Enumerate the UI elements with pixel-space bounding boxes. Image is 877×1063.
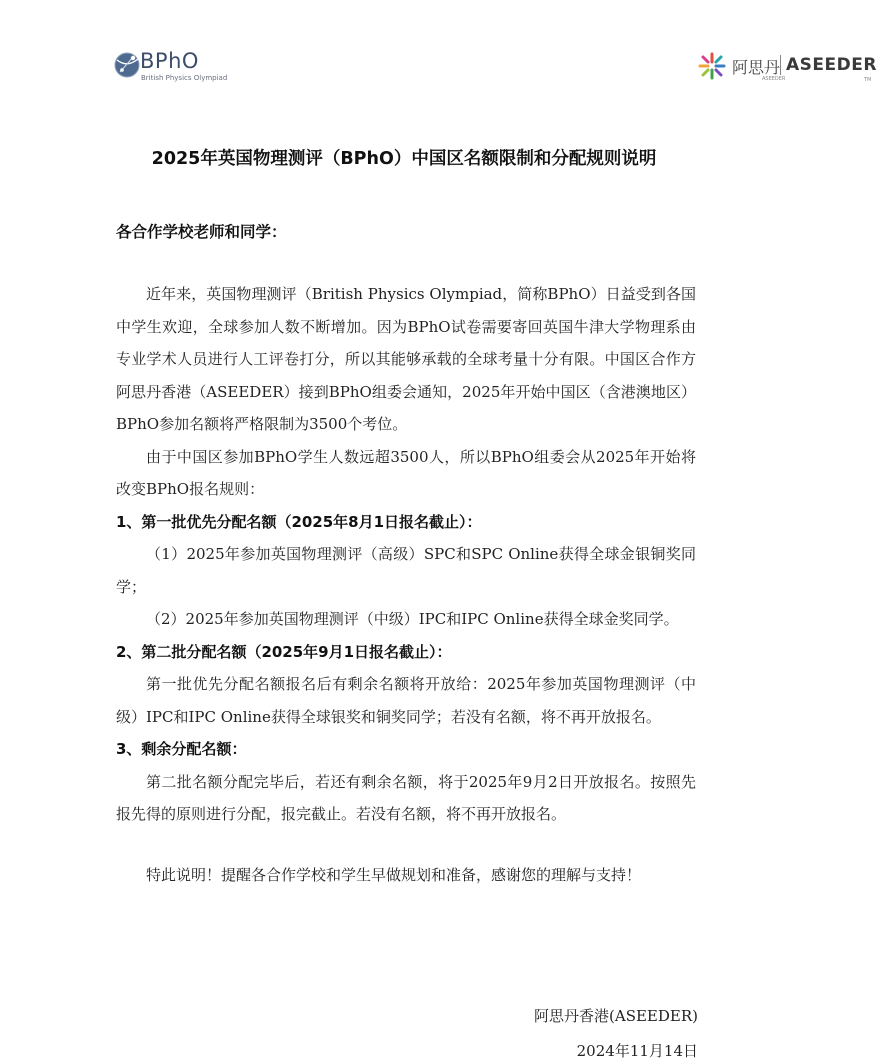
letterhead: [0, 0, 877, 100]
bpho-globe-icon: [112, 50, 142, 80]
section-1-item-1: （1）2025年参加英国物理测评（高级）SPC和SPC Online获得全球金银铜奖同学；: [116, 545, 696, 596]
bpho-wordmark: BPhO: [140, 49, 199, 73]
greeting: 各合作学校老师和同学：: [116, 223, 287, 241]
section-1-heading: 1、第一批优先分配名额（2025年8月1日报名截止）：: [116, 512, 482, 531]
aseeder-chinese-name: 阿思丹: [732, 58, 781, 77]
document-body: [116, 278, 696, 891]
section-2-heading: 2、第二批分配名额（2025年9月1日报名截止）：: [116, 642, 452, 661]
document-title: 2025年英国物理测评（BPhO）中国区名额限制和分配规则说明: [151, 149, 657, 169]
section-1-item-2: （2）2025年参加英国物理测评（中级）IPC和IPC Online获得全球金奖同学。: [146, 610, 679, 628]
logo-divider: [780, 55, 781, 75]
bpho-tagline: British Physics Olympiad: [141, 74, 228, 82]
intro-paragraph: 近年来，英国物理测评（British Physics Olympiad，简称BPhO）日益受到各国中学生欢迎，全球参加人数不断增加。因为BPhO试卷需要寄回英国牛津大学物理系由专业学术人员进行人工评卷打分，所以其能够承载的全球考量十分有限。中国区合作方阿思丹香港（ASEEDER）接到BPhO组委会通知，2025年开始中国区（含港澳地区）BPhO参加名额将严格限制为3500个考位。: [116, 285, 696, 433]
trademark-mark: TM: [864, 77, 872, 83]
document-date: 2024年11月14日: [576, 1042, 698, 1060]
aseeder-chinese-subtitle: ASEEDER: [762, 76, 786, 82]
signature: 阿思丹香港(ASEEDER): [534, 1007, 698, 1025]
section-3-heading: 3、剩余分配名额：: [116, 740, 247, 758]
aseeder-wordmark: ASEEDER: [786, 55, 877, 75]
section-2-body: 第一批优先分配名额报名后有剩余名额将开放给：2025年参加英国物理测评（中级）IPC和IPC Online获得全球银奖和铜奖同学；若没有名额，将不再开放报名。: [116, 675, 696, 726]
aseeder-star-icon: [698, 52, 726, 80]
rule-change-paragraph: 由于中国区参加BPhO学生人数远超3500人，所以BPhO组委会从2025年开始将改变BPhO报名规则：: [116, 447, 696, 498]
section-3-body: 第二批名额分配完毕后，若还有剩余名额，将于2025年9月2日开放报名。按照先报先得的原则进行分配，报完截止。若没有名额，将不再开放报名。: [116, 772, 696, 823]
closing-remark: 特此说明！提醒各合作学校和学生早做规划和准备，感谢您的理解与支持！: [146, 865, 642, 884]
